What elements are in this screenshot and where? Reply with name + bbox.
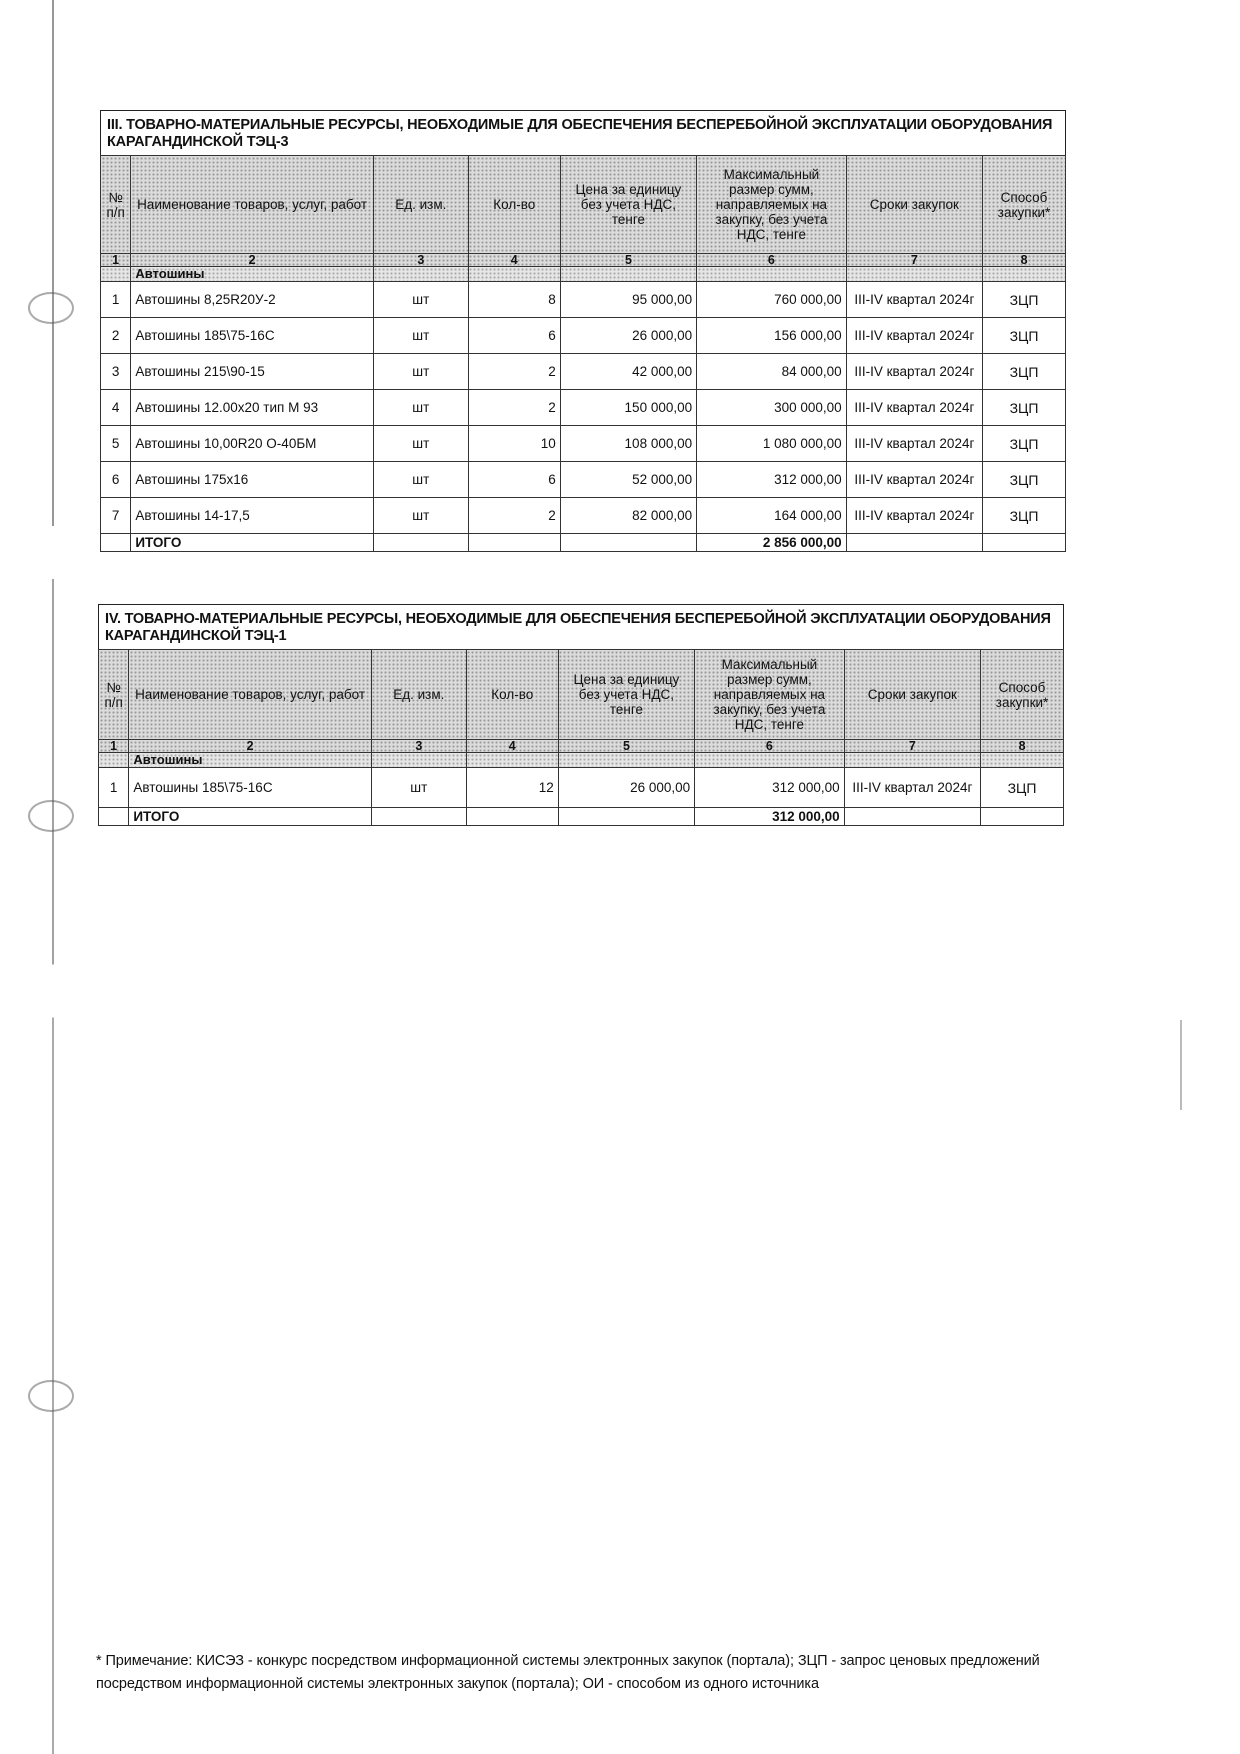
row-number: 6	[101, 462, 131, 498]
item-sum: 312 000,00	[697, 462, 847, 498]
item-qty: 6	[468, 462, 560, 498]
table-row	[101, 390, 1066, 426]
total-label: ИТОГО	[131, 534, 374, 552]
header-cell: Цена за единицу без учета НДС, тенге	[560, 156, 696, 254]
item-price: 52 000,00	[560, 462, 696, 498]
group-label: Автошины	[131, 267, 374, 282]
row-number: 3	[101, 354, 131, 390]
item-sum: 1 080 000,00	[697, 426, 847, 462]
item-qty: 2	[468, 354, 560, 390]
column-number: 5	[560, 254, 696, 267]
table-row	[101, 498, 1066, 534]
item-qty: 2	[468, 390, 560, 426]
item-method: ЗЦП	[983, 390, 1066, 426]
item-name: Автошины 14-17,5	[131, 498, 374, 534]
header-cell: Максимальный размер сумм, направляемых на закупку, без учета НДС, тенге	[697, 156, 847, 254]
item-method: ЗЦП	[983, 282, 1066, 318]
item-method: ЗЦП	[983, 462, 1066, 498]
column-number: 8	[983, 254, 1066, 267]
punch-hole-mark	[28, 1380, 74, 1412]
item-name: Автошины 12.00х20 тип М 93	[131, 390, 374, 426]
item-period: III-IV квартал 2024г	[846, 390, 982, 426]
header-cell: № п/п	[101, 156, 131, 254]
column-number: 3	[371, 740, 466, 753]
column-number: 7	[846, 254, 982, 267]
header-cell: Способ закупки*	[983, 156, 1066, 254]
group-label: Автошины	[129, 753, 372, 768]
item-unit: шт	[373, 426, 468, 462]
item-name: Автошины 175х16	[131, 462, 374, 498]
column-number: 6	[697, 254, 847, 267]
row-number: 2	[101, 318, 131, 354]
section-title: III. ТОВАРНО-МАТЕРИАЛЬНЫЕ РЕСУРСЫ, НЕОБХОДИМЫЕ ДЛЯ ОБЕСПЕЧЕНИЯ БЕСПЕРЕБОЙНОЙ ЭКСПЛУАТАЦИИ ОБОРУДОВАНИЯ КАРАГАНДИНСКОЙ ТЭЦ-3	[100, 110, 1066, 155]
header-cell: Цена за единицу без учета НДС, тенге	[558, 650, 694, 740]
column-number: 2	[131, 254, 374, 267]
item-method: ЗЦП	[983, 426, 1066, 462]
item-period: III-IV квартал 2024г	[846, 318, 982, 354]
column-number: 2	[129, 740, 372, 753]
column-number: 8	[981, 740, 1064, 753]
group-row	[99, 753, 1064, 768]
column-number-row	[99, 740, 1064, 753]
total-row	[101, 534, 1066, 552]
header-cell: Сроки закупок	[844, 650, 980, 740]
punch-hole-mark	[28, 800, 74, 832]
section-tec1	[98, 604, 1064, 826]
header-row	[101, 156, 1066, 254]
column-number: 6	[695, 740, 845, 753]
item-unit: шт	[373, 354, 468, 390]
column-number: 1	[101, 254, 131, 267]
item-unit: шт	[373, 498, 468, 534]
item-qty: 8	[468, 282, 560, 318]
header-row	[99, 650, 1064, 740]
item-unit: шт	[373, 390, 468, 426]
item-period: III-IV квартал 2024г	[846, 426, 982, 462]
item-price: 82 000,00	[560, 498, 696, 534]
table-row	[101, 426, 1066, 462]
item-sum: 84 000,00	[697, 354, 847, 390]
total-sum: 2 856 000,00	[697, 534, 847, 552]
item-period: III-IV квартал 2024г	[846, 354, 982, 390]
item-name: Автошины 8,25R20У-2	[131, 282, 374, 318]
resources-table	[98, 649, 1064, 826]
section-title: IV. ТОВАРНО-МАТЕРИАЛЬНЫЕ РЕСУРСЫ, НЕОБХОДИМЫЕ ДЛЯ ОБЕСПЕЧЕНИЯ БЕСПЕРЕБОЙНОЙ ЭКСПЛУАТАЦИИ ОБОРУДОВАНИЯ КАРАГАНДИНСКОЙ ТЭЦ-1	[98, 604, 1064, 649]
column-number-row	[101, 254, 1066, 267]
group-row	[101, 267, 1066, 282]
scan-edge-line	[1180, 1020, 1182, 1110]
item-sum: 164 000,00	[697, 498, 847, 534]
item-method: ЗЦП	[983, 318, 1066, 354]
item-unit: шт	[371, 768, 466, 808]
column-number: 3	[373, 254, 468, 267]
item-price: 42 000,00	[560, 354, 696, 390]
scan-edge-line	[52, 0, 54, 1754]
item-method: ЗЦП	[983, 498, 1066, 534]
total-row	[99, 808, 1064, 826]
item-period: III-IV квартал 2024г	[844, 768, 980, 808]
row-number: 4	[101, 390, 131, 426]
item-name: Автошины 10,00R20 О-40БМ	[131, 426, 374, 462]
column-number: 4	[468, 254, 560, 267]
resources-table	[100, 155, 1066, 552]
item-name: Автошины 215\90-15	[131, 354, 374, 390]
header-cell: № п/п	[99, 650, 129, 740]
column-number: 7	[844, 740, 980, 753]
row-number: 1	[101, 282, 131, 318]
item-name: Автошины 185\75-16С	[131, 318, 374, 354]
column-number: 1	[99, 740, 129, 753]
table-row	[99, 768, 1064, 808]
header-cell: Сроки закупок	[846, 156, 982, 254]
item-method: ЗЦП	[981, 768, 1064, 808]
header-cell: Ед. изм.	[371, 650, 466, 740]
column-number: 4	[466, 740, 558, 753]
table-row	[101, 318, 1066, 354]
item-price: 95 000,00	[560, 282, 696, 318]
header-cell: Способ закупки*	[981, 650, 1064, 740]
item-qty: 10	[468, 426, 560, 462]
item-price: 26 000,00	[560, 318, 696, 354]
item-price: 26 000,00	[558, 768, 694, 808]
total-label: ИТОГО	[129, 808, 372, 826]
row-number: 1	[99, 768, 129, 808]
item-sum: 300 000,00	[697, 390, 847, 426]
item-unit: шт	[373, 318, 468, 354]
item-method: ЗЦП	[983, 354, 1066, 390]
footnote: * Примечание: КИСЭЗ - конкурс посредством информационной системы электронных закупок (портала); ЗЦП - запрос ценовых предложений посредством информационной системы электронных закупок (портала); ОИ - способом из одного источника	[96, 1653, 1040, 1692]
total-sum: 312 000,00	[695, 808, 845, 826]
item-name: Автошины 185\75-16С	[129, 768, 372, 808]
item-price: 150 000,00	[560, 390, 696, 426]
header-cell: Кол-во	[466, 650, 558, 740]
punch-hole-mark	[28, 292, 74, 324]
column-number: 5	[558, 740, 694, 753]
header-cell: Наименование товаров, услуг, работ	[131, 156, 374, 254]
item-unit: шт	[373, 282, 468, 318]
item-sum: 760 000,00	[697, 282, 847, 318]
header-cell: Максимальный размер сумм, направляемых на закупку, без учета НДС, тенге	[695, 650, 845, 740]
header-cell: Наименование товаров, услуг, работ	[129, 650, 372, 740]
row-number: 7	[101, 498, 131, 534]
section-tec3	[100, 110, 1066, 552]
table-row	[101, 354, 1066, 390]
header-cell: Ед. изм.	[373, 156, 468, 254]
table-row	[101, 282, 1066, 318]
item-qty: 6	[468, 318, 560, 354]
item-unit: шт	[373, 462, 468, 498]
item-qty: 12	[466, 768, 558, 808]
item-period: III-IV квартал 2024г	[846, 462, 982, 498]
item-sum: 312 000,00	[695, 768, 845, 808]
item-price: 108 000,00	[560, 426, 696, 462]
row-number: 5	[101, 426, 131, 462]
item-qty: 2	[468, 498, 560, 534]
item-period: III-IV квартал 2024г	[846, 498, 982, 534]
table-row	[101, 462, 1066, 498]
item-period: III-IV квартал 2024г	[846, 282, 982, 318]
item-sum: 156 000,00	[697, 318, 847, 354]
header-cell: Кол-во	[468, 156, 560, 254]
